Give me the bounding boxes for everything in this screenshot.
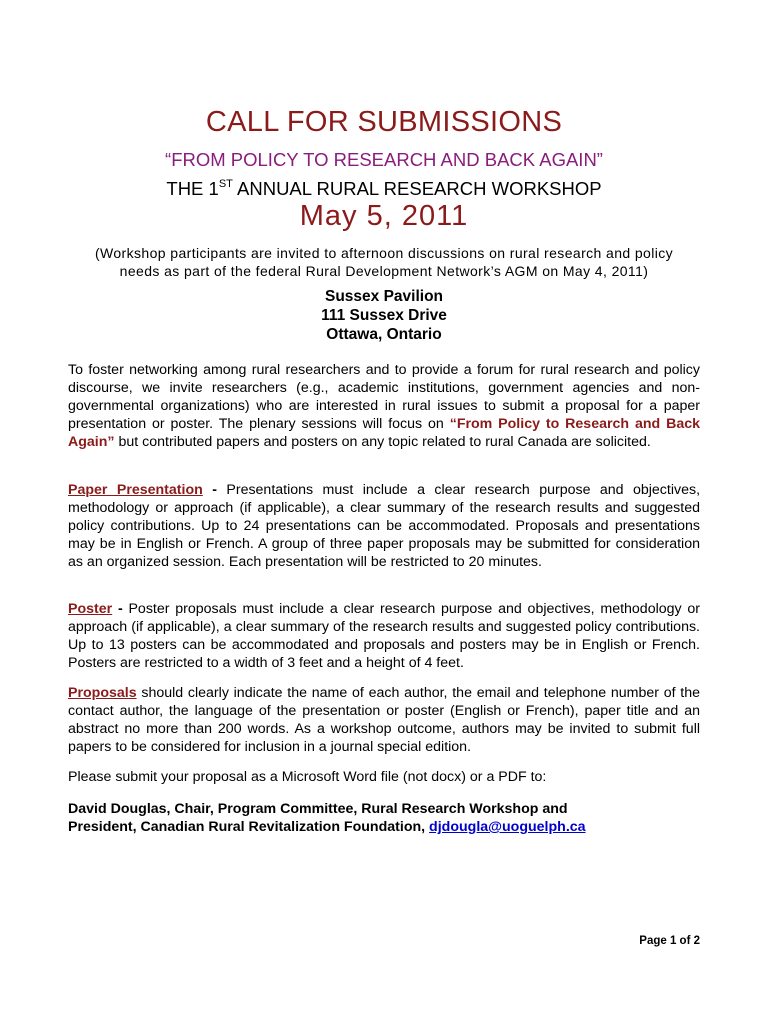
note-line-2: needs as part of the federal Rural Development Network’s AGM on May 4, 2011) <box>119 263 649 279</box>
document-title: CALL FOR SUBMISSIONS <box>205 106 563 138</box>
poster-label: Poster <box>68 601 113 617</box>
document-page <box>68 0 700 1024</box>
intro-text-before: To foster networking among rural researchers and to provide a forum for rural research and policy discourse, we invite researchers (e.g., academic institutions, government agencies and non-governmental organizations) who are interested in rural issues to submit a proposal for a paper presentation or poster. The plenary sessions will focus on <box>68 362 700 432</box>
venue-street: 111 Sussex Drive <box>321 307 447 324</box>
poster-separator: - <box>112 601 129 617</box>
submit-instruction: Please submit your proposal as a Microsoft Word file (not docx) or a PDF to: <box>68 769 547 785</box>
intro-text-after: but contributed papers and posters on any topic related to rural Canada are solicited. <box>114 434 651 450</box>
venue-address <box>68 287 700 344</box>
intro-paragraph <box>68 361 700 451</box>
paper-presentation-label: Paper Presentation <box>68 482 203 498</box>
note-line-1: (Workshop participants are invited to afternoon discussions on rural research and policy <box>94 245 674 261</box>
workshop-ordinal-superscript: ST <box>218 178 233 190</box>
paper-presentation-paragraph <box>68 481 700 571</box>
poster-paragraph <box>68 600 700 672</box>
contact-line-2-text: President, Canadian Rural Revitalization Foundation, <box>68 819 430 835</box>
proposals-text: should clearly indicate the name of each author, the email and telephone number of the contact author, the language of the presentation or poster (English or French), paper title and an abstract no more than 200 words. As a workshop outcome, authors may be invited to submit full papers to be considered for inclusion in a journal special edition. <box>68 685 700 755</box>
document-subtitle: “FROM POLICY TO RESEARCH AND BACK AGAIN” <box>165 149 603 170</box>
poster-text: Poster proposals must include a clear research purpose and objectives, methodology or approach (if applicable), a clear summary of the research results and suggested policy contributions. Up to 13 posters can be accommodated and proposals and posters may be in English or French. Posters are restricted to a width of 3 feet and a height of 4 feet. <box>68 601 701 671</box>
venue-name: Sussex Pavilion <box>324 288 444 305</box>
proposals-paragraph <box>68 684 700 756</box>
paper-separator: - <box>202 482 227 498</box>
contact-email-link[interactable]: djdougla@uoguelph.ca <box>429 819 586 835</box>
contact-line-1: David Douglas, Chair, Program Committee, Rural Research Workshop and <box>68 801 568 817</box>
intro-theme-emphasis: “From Policy to Research and Back Again” <box>68 416 700 450</box>
contact-block <box>68 800 700 836</box>
venue-city: Ottawa, Ontario <box>326 326 442 343</box>
workshop-heading <box>68 178 700 200</box>
workshop-note <box>68 244 700 280</box>
paper-presentation-text: Presentations must include a clear research purpose and objectives, methodology or approach (if applicable), a clear summary of the research results and suggested policy contributions. Up to 24 presentations can be accommodated. Proposals and presentations may be in English or French. A group of three paper proposals may be submitted for consideration as an organized session. Each presentation will be restricted to 20 minutes. <box>68 482 701 570</box>
page-number: Page 1 of 2 <box>639 935 700 947</box>
workshop-date: May 5, 2011 <box>299 200 469 232</box>
workshop-prefix: THE 1 <box>166 178 219 199</box>
proposals-label: Proposals <box>68 685 137 701</box>
workshop-suffix: ANNUAL RURAL RESEARCH WORKSHOP <box>232 178 602 199</box>
contact-line-2 <box>68 818 700 836</box>
